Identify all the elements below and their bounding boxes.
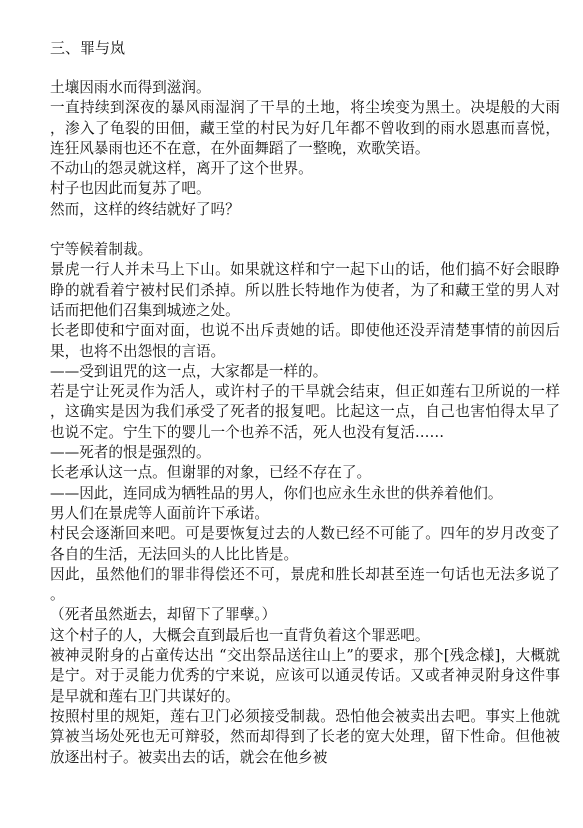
- paragraph: ——受到诅咒的这一点，大家都是一样的。: [50, 362, 328, 380]
- paragraph: 被神灵附身的占童传达出 “交出祭品送往山上”的要求，那个[残念様]，大概就是宁。对于灵能力优秀的宁来说，应该可以通灵传话。又或者神灵附身这件事是早就和莲右卫门共谋好的。: [50, 647, 560, 705]
- paragraph: 村民会逐渐回来吧。可是要恢复过去的人数已经不可能了。四年的岁月改变了各自的生活，无法回头的人比比皆是。: [50, 525, 560, 563]
- paragraph: 景虎一行人并未马上下山。如果就这样和宁一起下山的话，他们搞不好会眼睁睁的就看着宁被村民们杀掉。所以胜长特地作为使者，为了和藏王堂的男人对话而把他们召集到城迹之处。: [50, 261, 560, 319]
- paragraph: 按照村里的规矩，莲右卫门必须接受制裁。恐怕他会被卖出去吧。事实上他就算被当场处死也无可辩驳，然而却得到了长老的宽大处理，留下性命。但他被放逐出村子。被卖出去的话，就会在他乡被: [50, 707, 560, 766]
- paragraph: 男人们在景虎等人面前许下承诺。: [50, 504, 269, 522]
- section-2: [50, 240, 560, 768]
- paragraph: 这个村子的人，大概会直到最后也一直背负着这个罪恶吧。: [50, 626, 430, 644]
- paragraph: 若是宁让死灵作为活人，或许村子的干旱就会结束，但正如莲右卫所说的一样，这确实是因为我们承受了死者的报复吧。比起这一点，自己也害怕得太早了也说不定。宁生下的婴儿一个也养不活，死人也没有复活……: [50, 383, 560, 441]
- paragraph: 长老承认这一点。但谢罪的对象，已经不存在了。: [50, 464, 372, 482]
- paragraph: 土壤因雨水而得到滋润。: [50, 79, 211, 96]
- paragraph: 然而，这样的终结就好了吗？: [50, 200, 240, 218]
- paragraph: ——因此，连同成为牺牲品的男人，你们也应永生永世的供养着他们。: [50, 484, 503, 502]
- paragraph: 宁等候着制裁。: [50, 241, 153, 259]
- section-1: [50, 78, 560, 220]
- paragraph: 村子也因此而复苏了吧。: [50, 180, 211, 198]
- paragraph: 长老即使和宁面对面，也说不出斥责她的话。即使他还没弄清楚事情的前因后果，也将不出怨恨的言语。: [50, 322, 560, 360]
- paragraph: ——死者的恨是强烈的。: [50, 444, 211, 462]
- paragraph: 因此，虽然他们的罪非得偿还不可，景虎和胜长却甚至连一句话也无法多说了。: [50, 565, 560, 604]
- paragraph: 不动山的怨灵就这样，离开了这个世界。: [50, 160, 313, 178]
- section-divider: [50, 220, 560, 240]
- paragraph: （死者虽然逝去，却留下了罪孽。）: [50, 606, 277, 624]
- chapter-heading: 三、罪与岚: [50, 39, 126, 57]
- document-page: [50, 38, 560, 768]
- paragraph: 一直持续到深夜的暴风雨湿润了干旱的土地，将尘埃变为黑土。决堤般的大雨，渗入了龟裂的田佃，藏王堂的村民为好几年都不曾收到的雨水恩惠而喜悦，连狂风暴雨也还不在意，在外面舞蹈了一整晚，欢歌笑语。: [50, 99, 560, 157]
